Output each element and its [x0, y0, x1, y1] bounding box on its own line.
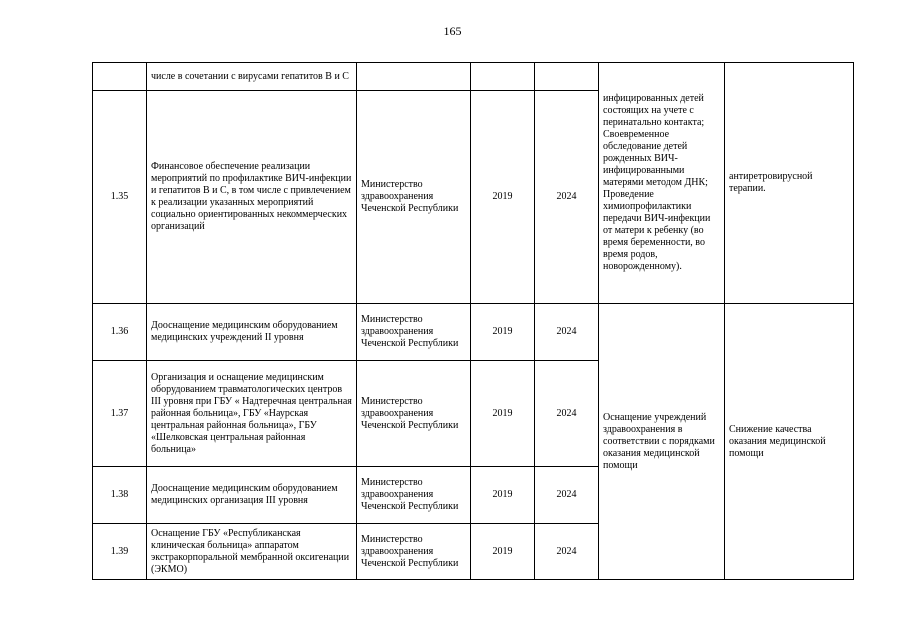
start-year: 2019 [471, 361, 535, 467]
table-row [93, 304, 854, 361]
end-year: 2024 [535, 91, 599, 304]
row-number [93, 63, 147, 91]
measure-text: Оснащение ГБУ «Республиканская клиническая больница» аппаратом экстракорпоральной мембранной оксигенации (ЭКМО) [147, 524, 357, 580]
row-number: 1.36 [93, 304, 147, 361]
row-number: 1.38 [93, 467, 147, 524]
measure-text: Организация и оснащение медицинским оборудованием травматологических центров III уровня при ГБУ « Надтеречная центральная районная больница», ГБУ «Наурская центральная районная больница», ГБУ «Шелковская центральная районная больница» [147, 361, 357, 467]
start-year: 2019 [471, 467, 535, 524]
end-year: 2024 [535, 467, 599, 524]
start-year: 2019 [471, 524, 535, 580]
row-number: 1.35 [93, 91, 147, 304]
end-year [535, 63, 599, 91]
start-year: 2019 [471, 91, 535, 304]
start-year: 2019 [471, 304, 535, 361]
end-year: 2024 [535, 524, 599, 580]
expected-result [599, 63, 725, 304]
effect [725, 63, 854, 304]
end-year: 2024 [535, 304, 599, 361]
responsible-ministry: Министерство здравоохранения Чеченской Республики [357, 361, 471, 467]
row-number: 1.39 [93, 524, 147, 580]
measures-table [92, 62, 854, 580]
responsible-ministry: Министерство здравоохранения Чеченской Республики [357, 91, 471, 304]
measure-text: Дооснащение медицинским оборудованием медицинских организация III уровня [147, 467, 357, 524]
responsible-ministry: Министерство здравоохранения Чеченской Республики [357, 467, 471, 524]
measure-text: Дооснащение медицинским оборудованием медицинских учреждений II уровня [147, 304, 357, 361]
page-number: 165 [443, 24, 462, 38]
responsible-ministry [357, 63, 471, 91]
responsible-ministry: Министерство здравоохранения Чеченской Республики [357, 304, 471, 361]
expected-result-text: инфицированных детей состоящих на учете с перинатально контакта; Своевременное обследование детей рожденных ВИЧ-инфицированными матерями методом ДНК; Проведение химиопрофилактики передачи ВИЧ-инфекции от матери к ребенку (во время беременности, во время родов, новорожденному). [603, 93, 711, 272]
table-row [93, 63, 854, 91]
expected-result [599, 304, 725, 580]
effect-text: антиретровирусной терапии. [729, 171, 813, 194]
row-number: 1.37 [93, 361, 147, 467]
effect [725, 304, 854, 580]
measure-text: Финансовое обеспечение реализации мероприятий по профилактике ВИЧ-инфекции и гепатитов В и С, в том числе с привлечением к реализации указанных мероприятий социально ориентированных некоммерческих организаций [147, 91, 357, 304]
start-year [471, 63, 535, 91]
measure-text: числе в сочетании с вирусами гепатитов В и С [147, 63, 357, 91]
end-year: 2024 [535, 361, 599, 467]
responsible-ministry: Министерство здравоохранения Чеченской Республики [357, 524, 471, 580]
expected-result-text: Оснащение учреждений здравоохранения в соответствии с порядками оказания медицинской помощи [603, 411, 715, 471]
effect-text: Снижение качества оказания медицинской помощи [729, 423, 826, 459]
